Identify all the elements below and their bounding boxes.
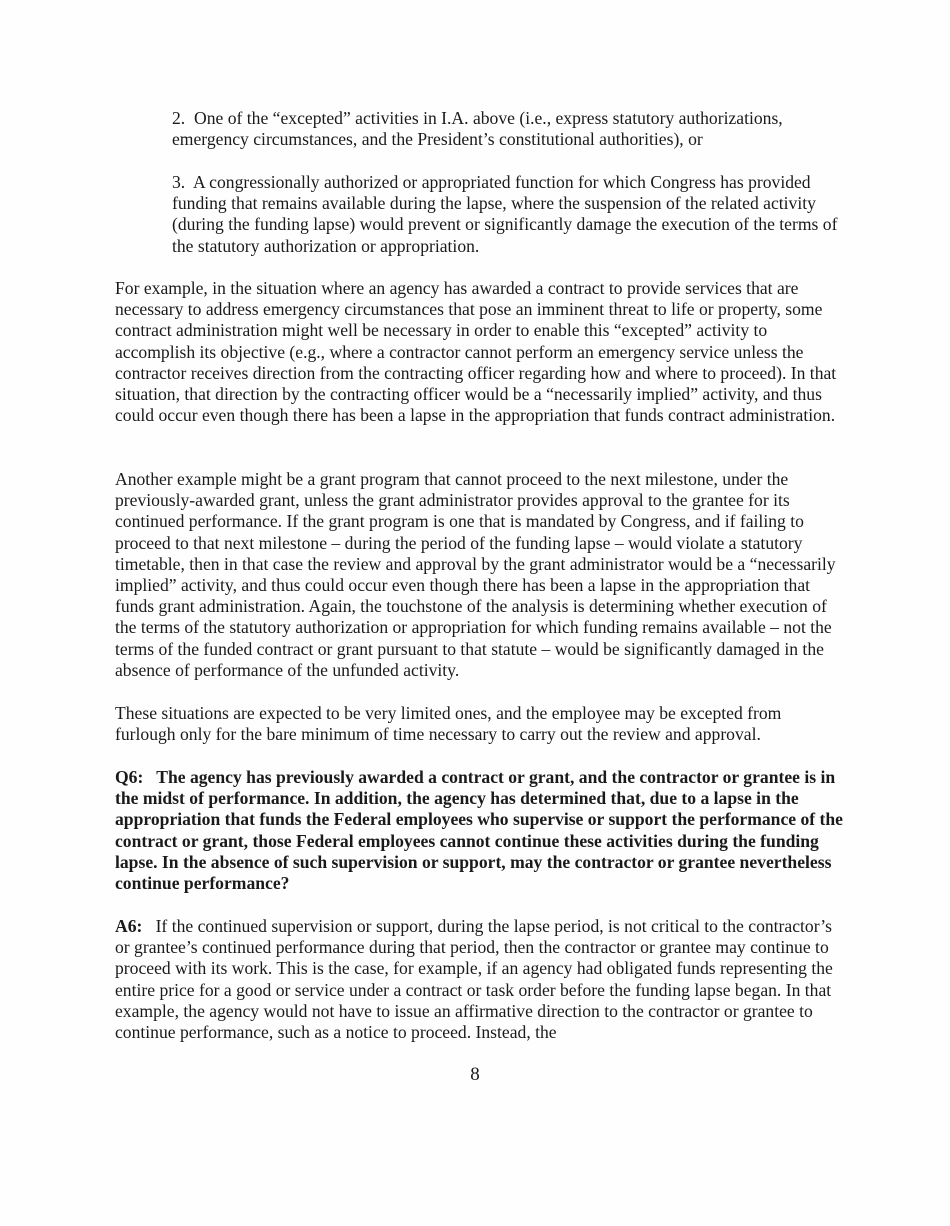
list-item-text: One of the “excepted” activities in I.A. above (i.e., express statutory authorizations, emergency circumstances, and the President’s constitutional authorities), or: [172, 108, 783, 150]
answer-text: If the continued supervision or support, during the lapse period, is not critical to the contractor’s or grantee’s continued performance during that period, then the contractor or grantee may continue to proceed with its work. This is the case, for example, if an agency had obligated funds representing the entire price for a good or service under a contract or task order before the funding lapse began. In that example, the agency would not have to issue an affirmative direction to the contractor or grantee to continue performance, such as a notice to proceed. Instead, the: [115, 916, 833, 1043]
list-item-text: A congressionally authorized or appropriated function for which Congress has provided funding that remains available during the lapse, where the suspension of the related activity (during the funding lapse) would prevent or significantly damage the execution of the terms of the statutory authorization or appropriation.: [172, 172, 838, 256]
question-label: Q6:: [115, 767, 144, 787]
paragraph-limited-situations: These situations are expected to be very limited ones, and the employee may be excepted from furlough only for the bare minimum of time necessary to carry out the review and approval.: [115, 703, 782, 745]
page-number: 8: [470, 1064, 480, 1085]
list-item-2: [172, 108, 844, 150]
paragraph-grant-example: Another example might be a grant program that cannot proceed to the next milestone, under the previously-awarded grant, unless the grant administrator provides approval to the grantee for its continued performance. If the grant program is one that is mandated by Congress, and if failing to proceed to that next milestone – during the period of the funding lapse – would violate a statutory timetable, then in that case the review and approval by the grant administrator would be a “necessarily implied” activity, and thus could occur even though there has been a lapse in the appropriation that funds grant administration. Again, the touchstone of the analysis is determining whether execution of the terms of the statutory authorization or appropriation for which funding remains available – not the terms of the funded contract or grant pursuant to that statute – would be significantly damaged in the absence of performance of the unfunded activity.: [115, 469, 836, 680]
list-item-number: 3.: [172, 172, 186, 192]
list-item-3: [172, 172, 844, 257]
paragraph-contract-example: For example, in the situation where an agency has awarded a contract to provide services that are necessary to address emergency circumstances that pose an imminent threat to life or property, some contract administration might well be necessary in order to enable this “excepted” activity to accomplish its objective (e.g., where a contractor cannot perform an emergency service unless the contractor receives direction from the contracting officer regarding how and where to proceed). In that situation, that direction by the contracting officer would be a “necessarily implied” activity, and thus could occur even though there has been a lapse in the appropriation that funds contract administration.: [115, 278, 837, 426]
question-text: The agency has previously awarded a contract or grant, and the contractor or grantee is in the midst of performance. In addition, the agency has determined that, due to a lapse in the appropriation that funds the Federal employees who supervise or support the performance of the contract or grant, those Federal employees cannot continue these activities during the funding lapse. In the absence of such supervision or support, may the contractor or grantee nevertheless continue performance?: [115, 767, 843, 894]
question-q6: [115, 767, 845, 894]
list-item-number: 2.: [172, 108, 186, 128]
answer-label: A6:: [115, 916, 143, 936]
answer-a6: [115, 916, 845, 1043]
